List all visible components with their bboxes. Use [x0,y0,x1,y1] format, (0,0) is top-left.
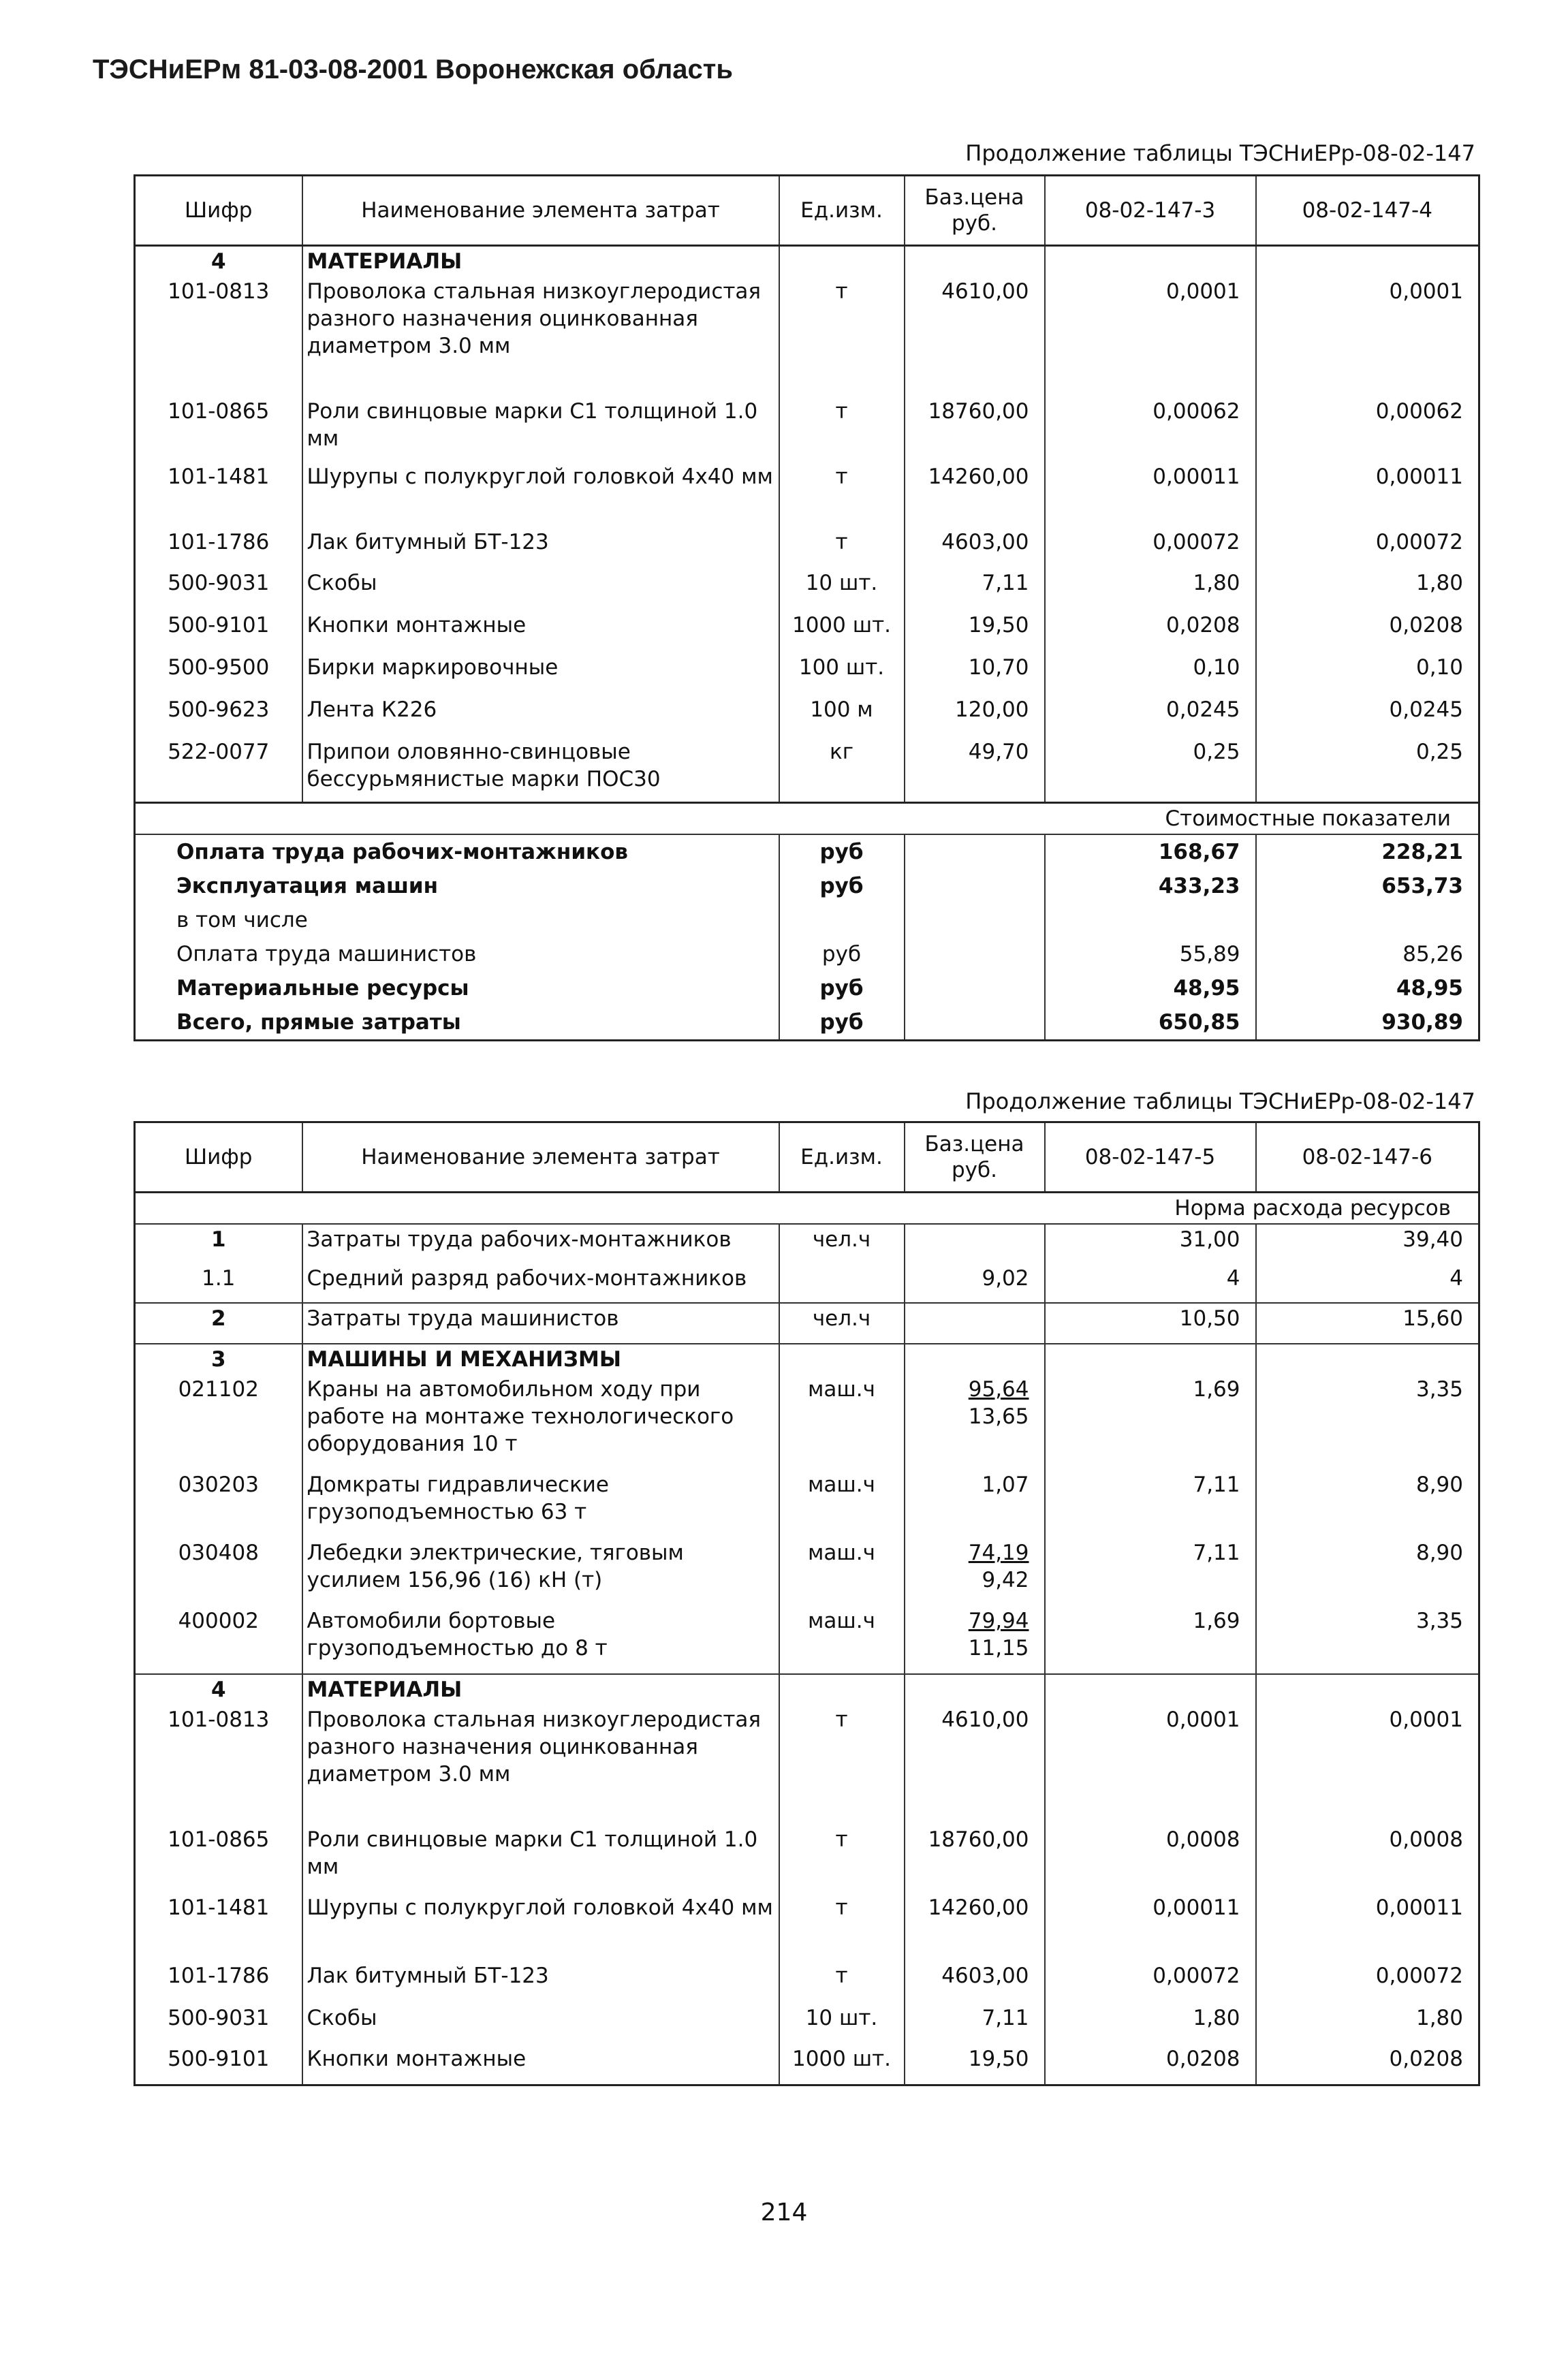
cell-price: 4610,00 [905,277,1045,396]
cell-name: Лента К226 [302,695,779,737]
summary-unit: руб [779,937,905,971]
cell-a: 31,00 [1045,1224,1256,1263]
cell-b: 15,60 [1256,1303,1479,1344]
cell-unit: чел.ч [779,1224,905,1263]
cell-a: 7,11 [1045,1538,1256,1606]
col-header-code: Шифр [135,176,302,246]
cell-b: 8,90 [1256,1538,1479,1606]
cell-code: 101-0813 [135,1705,302,1825]
cell-price: 18760,00 [905,396,1045,462]
cell-price: 120,00 [905,695,1045,737]
cost-title: Стоимостные показатели [135,802,1479,834]
cell-a: 0,0001 [1045,277,1256,396]
cell-a: 0,00011 [1045,1893,1256,1961]
cell-b: 0,0208 [1256,2044,1479,2085]
cell-a: 0,0208 [1045,610,1256,652]
cell-unit: 10 шт. [779,568,905,610]
cell-unit: т [779,1705,905,1825]
cell-code: 2 [135,1303,302,1344]
cell-code: 500-9101 [135,610,302,652]
resource-table-2 [134,1121,1480,2086]
cell-unit: 1000 шт. [779,610,905,652]
summary-b: 85,26 [1256,937,1479,971]
table-row [135,2044,1479,2085]
table-row [135,1263,1479,1303]
summary-b: 653,73 [1256,869,1479,903]
cell-name: Затраты труда машинистов [302,1303,779,1344]
cell-b: 4 [1256,1263,1479,1303]
section-number: 4 [135,246,302,277]
col-header-name: Наименование элемента затрат [302,1122,779,1193]
price-machine: 74,19 [968,1541,1029,1565]
cell-code: 101-1786 [135,527,302,568]
cell-price: 4603,00 [905,1961,1045,2003]
cell-price: 14260,00 [905,462,1045,527]
cell-b: 1,80 [1256,568,1479,610]
table-header-row [135,176,1479,246]
cell-price [905,1470,1045,1538]
cell-name: Краны на автомобильном ходу при работе на монтаже технологического оборудования 10 т [302,1374,779,1470]
summary-row [135,971,1479,1005]
cell-b: 0,0001 [1256,1705,1479,1825]
cell-empty [905,971,1045,1005]
cell-b: 0,0001 [1256,277,1479,396]
cell-code: 101-1481 [135,462,302,527]
summary-unit: руб [779,869,905,903]
summary-label: Материальные ресурсы [135,971,779,1005]
cell-empty [779,246,905,277]
summary-a: 48,95 [1045,971,1256,1005]
cell-a: 1,69 [1045,1374,1256,1470]
cell-b: 3,35 [1256,1374,1479,1470]
cell-name: Домкраты гидравлические грузоподъемностью 63 т [302,1470,779,1538]
cell-price: 19,50 [905,610,1045,652]
cell-empty [905,903,1045,937]
cell-b: 39,40 [1256,1224,1479,1263]
cell-code: 1 [135,1224,302,1263]
cell-code: 500-9031 [135,2003,302,2044]
cell-code: 400002 [135,1606,302,1674]
cell-a: 7,11 [1045,1470,1256,1538]
summary-row [135,903,1479,937]
table-row [135,2003,1479,2044]
cell-empty [905,937,1045,971]
cell-unit: т [779,396,905,462]
norm-title-row [135,1193,1479,1225]
table-row [135,1538,1479,1606]
cell-unit: маш.ч [779,1538,905,1606]
cell-b: 0,00062 [1256,396,1479,462]
col-header-price: Баз.цена руб. [905,176,1045,246]
cell-empty [1045,1674,1256,1705]
cell-a: 0,0008 [1045,1825,1256,1893]
cell-price: 14260,00 [905,1893,1045,1961]
cell-price: 49,70 [905,737,1045,802]
cell-name: Средний разряд рабочих-монтажников [302,1263,779,1303]
summary-b [1256,903,1479,937]
cell-empty [905,1303,1045,1344]
cell-empty [1256,246,1479,277]
resource-table-1 [134,174,1480,1041]
cell-unit: т [779,1961,905,2003]
cell-empty [779,1344,905,1374]
cell-code: 500-9101 [135,2044,302,2085]
cell-empty [779,1674,905,1705]
cell-a: 1,69 [1045,1606,1256,1674]
cell-name: Лак битумный БТ-123 [302,527,779,568]
table-row [135,695,1479,737]
cell-unit: т [779,1825,905,1893]
cell-a: 4 [1045,1263,1256,1303]
cell-code: 101-1481 [135,1893,302,1961]
cell-name: Роли свинцовые марки С1 толщиной 1.0 мм [302,396,779,462]
cell-b: 0,0245 [1256,695,1479,737]
cell-code: 500-9500 [135,652,302,695]
cell-name: Скобы [302,2003,779,2044]
cell-empty [1256,1674,1479,1705]
cell-code: 030203 [135,1470,302,1538]
cell-a: 0,10 [1045,652,1256,695]
cell-b: 3,35 [1256,1606,1479,1674]
summary-a [1045,903,1256,937]
table-row [135,277,1479,396]
cell-name: Роли свинцовые марки С1 толщиной 1.0 мм [302,1825,779,1893]
cell-unit: т [779,277,905,396]
cell-name: Затраты труда рабочих-монтажников [302,1224,779,1263]
cell-code: 522-0077 [135,737,302,802]
summary-row [135,869,1479,903]
cell-b: 0,25 [1256,737,1479,802]
cell-code: 500-9623 [135,695,302,737]
cell-b: 0,0208 [1256,610,1479,652]
summary-a: 433,23 [1045,869,1256,903]
cell-empty [1256,1344,1479,1374]
cell-name: Припои оловянно-свинцовые бессурьмянистые марки ПОС30 [302,737,779,802]
table-row [135,737,1479,802]
summary-a: 168,67 [1045,834,1256,869]
cell-price: 19,50 [905,2044,1045,2085]
table-caption: Продолжение таблицы ТЭСНиЕРр-08-02-147 [965,1088,1475,1114]
cell-unit: т [779,1893,905,1961]
summary-unit: руб [779,834,905,869]
col-header-a: 08-02-147-3 [1045,176,1256,246]
summary-a: 650,85 [1045,1005,1256,1041]
cell-code: 101-0865 [135,1825,302,1893]
cell-b: 1,80 [1256,2003,1479,2044]
cell-a: 0,00062 [1045,396,1256,462]
summary-label: Оплата труда рабочих-монтажников [135,834,779,869]
section-number: 3 [135,1344,302,1374]
cell-a: 10,50 [1045,1303,1256,1344]
col-header-b: 08-02-147-6 [1256,1122,1479,1193]
cell-empty [905,1344,1045,1374]
cell-empty [1045,1344,1256,1374]
cell-a: 0,0001 [1045,1705,1256,1825]
col-header-unit: Ед.изм. [779,176,905,246]
section-title: МАШИНЫ И МЕХАНИЗМЫ [302,1344,779,1374]
col-header-unit: Ед.изм. [779,1122,905,1193]
cell-b: 0,00011 [1256,462,1479,527]
summary-label: Оплата труда машинистов [135,937,779,971]
table-row [135,1825,1479,1893]
table-row [135,1303,1479,1344]
cell-name: Проволока стальная низкоуглеродистая разного назначения оцинкованная диаметром 3.0 мм [302,1705,779,1825]
cell-price [905,1606,1045,1674]
summary-label: в том числе [135,903,779,937]
cell-name: Шурупы с полукруглой головкой 4х40 мм [302,1893,779,1961]
table-row [135,1470,1479,1538]
table-row [135,1961,1479,2003]
cell-code: 030408 [135,1538,302,1606]
col-header-price: Баз.цена руб. [905,1122,1045,1193]
table-row [135,652,1479,695]
cell-price: 4610,00 [905,1705,1045,1825]
summary-label: Эксплуатация машин [135,869,779,903]
cell-unit: т [779,462,905,527]
cell-a: 0,00072 [1045,1961,1256,2003]
cell-empty [905,246,1045,277]
cell-b: 8,90 [1256,1470,1479,1538]
section-row [135,1344,1479,1374]
cell-code: 101-1786 [135,1961,302,2003]
summary-a: 55,89 [1045,937,1256,971]
summary-unit [779,903,905,937]
cell-name: Шурупы с полукруглой головкой 4х40 мм [302,462,779,527]
cell-empty [905,869,1045,903]
cell-unit: 100 м [779,695,905,737]
col-header-code: Шифр [135,1122,302,1193]
cell-b: 0,00072 [1256,1961,1479,2003]
cell-price: 18760,00 [905,1825,1045,1893]
cell-price: 7,11 [905,2003,1045,2044]
price-operator: 11,15 [968,1636,1029,1660]
cell-name: Бирки маркировочные [302,652,779,695]
cell-a: 0,0208 [1045,2044,1256,2085]
summary-unit: руб [779,1005,905,1041]
summary-unit: руб [779,971,905,1005]
section-number: 4 [135,1674,302,1705]
cell-unit: 1000 шт. [779,2044,905,2085]
price-machine: 1,07 [982,1473,1029,1497]
cell-empty [779,1263,905,1303]
cell-code: 1.1 [135,1263,302,1303]
table-row [135,1374,1479,1470]
table-row [135,527,1479,568]
table-row [135,1705,1479,1825]
cell-empty [905,1005,1045,1041]
cell-unit: маш.ч [779,1606,905,1674]
summary-b: 228,21 [1256,834,1479,869]
cell-unit: кг [779,737,905,802]
cell-a: 1,80 [1045,2003,1256,2044]
cell-a: 0,25 [1045,737,1256,802]
summary-label: Всего, прямые затраты [135,1005,779,1041]
cell-name: Лак битумный БТ-123 [302,1961,779,2003]
cell-b: 0,0008 [1256,1825,1479,1893]
table-row [135,1224,1479,1263]
summary-row [135,834,1479,869]
price-machine: 79,94 [968,1609,1029,1633]
price-machine: 95,64 [968,1377,1029,1402]
cell-b: 0,00011 [1256,1893,1479,1961]
price-operator: 13,65 [968,1404,1029,1429]
section-title: МАТЕРИАЛЫ [302,246,779,277]
cell-price [905,1538,1045,1606]
table-row [135,610,1479,652]
cell-code: 021102 [135,1374,302,1470]
summary-b: 930,89 [1256,1005,1479,1041]
table-row [135,462,1479,527]
summary-row [135,1005,1479,1041]
section-title: МАТЕРИАЛЫ [302,1674,779,1705]
cost-title-row [135,802,1479,834]
cell-code: 101-0813 [135,277,302,396]
cell-a: 0,00011 [1045,462,1256,527]
table-row [135,396,1479,462]
table-caption: Продолжение таблицы ТЭСНиЕРр-08-02-147 [965,140,1475,166]
cell-a: 0,0245 [1045,695,1256,737]
cell-unit: чел.ч [779,1303,905,1344]
cell-unit: т [779,527,905,568]
cell-b: 0,10 [1256,652,1479,695]
price-operator: 9,42 [982,1568,1029,1592]
cell-code: 500-9031 [135,568,302,610]
cell-a: 0,00072 [1045,527,1256,568]
cell-name: Кнопки монтажные [302,610,779,652]
cell-a: 1,80 [1045,568,1256,610]
col-header-b: 08-02-147-4 [1256,176,1479,246]
cell-price: 9,02 [905,1263,1045,1303]
cell-name: Лебедки электрические, тяговым усилием 156,96 (16) кН (т) [302,1538,779,1606]
cell-empty [905,834,1045,869]
cell-empty [1045,246,1256,277]
section-row [135,1674,1479,1705]
cell-price: 7,11 [905,568,1045,610]
summary-b: 48,95 [1256,971,1479,1005]
section-row [135,246,1479,277]
cell-price: 4603,00 [905,527,1045,568]
cell-unit: 100 шт. [779,652,905,695]
page-number: 214 [760,2199,808,2226]
table-row [135,568,1479,610]
table-header-row [135,1122,1479,1193]
cell-unit: маш.ч [779,1374,905,1470]
cell-price [905,1374,1045,1470]
col-header-a: 08-02-147-5 [1045,1122,1256,1193]
cell-empty [905,1224,1045,1263]
summary-row [135,937,1479,971]
col-header-name: Наименование элемента затрат [302,176,779,246]
cell-name: Кнопки монтажные [302,2044,779,2085]
cell-unit: 10 шт. [779,2003,905,2044]
cell-price: 10,70 [905,652,1045,695]
cell-name: Скобы [302,568,779,610]
cell-unit: маш.ч [779,1470,905,1538]
cell-empty [905,1674,1045,1705]
norm-title: Норма расхода ресурсов [135,1193,1479,1225]
table-row [135,1606,1479,1674]
table-row [135,1893,1479,1961]
cell-name: Автомобили бортовые грузоподъемностью до 8 т [302,1606,779,1674]
cell-code: 101-0865 [135,396,302,462]
cell-b: 0,00072 [1256,527,1479,568]
cell-name: Проволока стальная низкоуглеродистая разного назначения оцинкованная диаметром 3.0 мм [302,277,779,396]
document-header: ТЭСНиЕРм 81-03-08-2001 Воронежская область [93,54,733,84]
